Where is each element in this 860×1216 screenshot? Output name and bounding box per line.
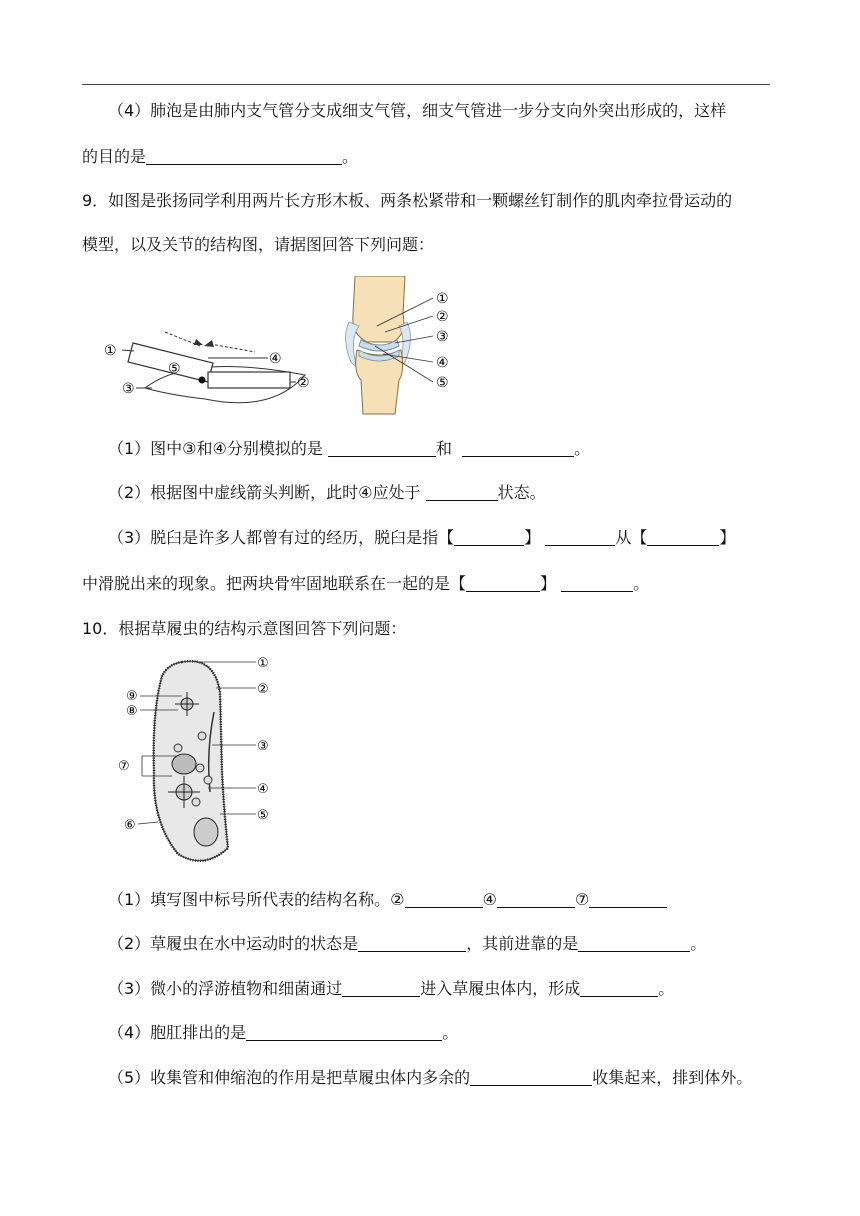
answer-blank[interactable] <box>578 935 690 952</box>
answer-blank[interactable] <box>589 891 667 908</box>
joint-label: ① <box>436 291 449 307</box>
answer-blank[interactable] <box>647 529 719 546</box>
joint-label: ② <box>436 309 449 325</box>
answer-blank[interactable] <box>545 529 615 546</box>
q9-part1: （1）图中③和④分别模拟的是 和 。 <box>108 439 591 458</box>
answer-blank[interactable] <box>328 440 436 457</box>
answer-blank[interactable] <box>580 980 658 997</box>
q9-part3-line1: （3）脱臼是许多人都曾有过的经历，脱臼是指【 】 从【 】 <box>108 528 736 547</box>
answer-blank[interactable] <box>497 891 575 908</box>
q8-part4-line1: （4）肺泡是由肺内支气管分支成细支气管，细支气管进一步分支向外突出形成的，这样 <box>108 101 727 120</box>
q8-part4-line2: 的目的是 。 <box>82 147 359 166</box>
q10-part2: （2）草履虫在水中运动时的状态是 ，其前进靠的是 。 <box>108 934 707 953</box>
q9-part2: （2）根据图中虚线箭头判断，此时④应处于 状态。 <box>108 483 546 502</box>
paramecium-label: ⑧ <box>126 704 138 719</box>
paramecium-label: ② <box>257 682 269 697</box>
answer-blank[interactable] <box>426 484 498 501</box>
answer-blank[interactable] <box>146 148 342 165</box>
answer-blank[interactable] <box>462 440 574 457</box>
answer-blank[interactable] <box>470 1069 592 1086</box>
model-label: ① <box>104 343 117 359</box>
answer-blank[interactable] <box>246 1024 442 1041</box>
paramecium-label: ⑥ <box>124 818 136 833</box>
paramecium-label: ① <box>257 656 269 671</box>
joint-structure-figure <box>335 276 465 416</box>
answer-blank[interactable] <box>466 575 540 592</box>
q10-stem: 10．根据草履虫的结构示意图回答下列问题： <box>82 619 407 638</box>
model-label: ⑤ <box>168 361 181 377</box>
paramecium-label: ④ <box>257 782 269 797</box>
q10-part4: （4）胞肛排出的是 。 <box>108 1023 459 1042</box>
paramecium-label: ③ <box>257 739 269 754</box>
model-label: ③ <box>122 381 135 397</box>
q10-part5: （5）收集管和伸缩泡的作用是把草履虫体内多余的 收集起来，排到体外。 <box>108 1068 753 1087</box>
joint-label: ④ <box>436 355 449 371</box>
joint-label: ⑤ <box>436 375 449 391</box>
q10-part3: （3）微小的浮游植物和细菌通过 进入草履虫体内，形成 。 <box>108 979 675 998</box>
header-rule <box>82 84 770 85</box>
q10-part1: （1）填写图中标号所代表的结构名称。② ④ ⑦ <box>108 889 667 911</box>
answer-blank[interactable] <box>454 529 524 546</box>
answer-blank[interactable] <box>405 891 483 908</box>
model-label: ④ <box>269 351 282 367</box>
q9-stem-line2: 模型，以及关节的结构图，请据图回答下列问题： <box>82 235 435 254</box>
muscle-bone-model-figure <box>100 325 320 405</box>
answer-blank[interactable] <box>358 935 466 952</box>
q9-part3-line2: 中滑脱出来的现象。把两块骨牢固地联系在一起的是【 】 。 <box>82 574 650 593</box>
paramecium-label: ⑤ <box>257 808 269 823</box>
answer-blank[interactable] <box>561 575 633 592</box>
q9-stem-line1: 9．如图是张扬同学利用两片长方形木板、两条松紧带和一颗螺丝钉制作的肌肉牵拉骨运动的 <box>82 191 733 210</box>
paramecium-label: ⑦ <box>118 759 130 774</box>
joint-label: ③ <box>436 329 449 345</box>
answer-blank[interactable] <box>342 980 420 997</box>
paramecium-figure <box>112 652 282 872</box>
paramecium-label: ⑨ <box>126 689 138 704</box>
model-label: ② <box>297 375 310 391</box>
